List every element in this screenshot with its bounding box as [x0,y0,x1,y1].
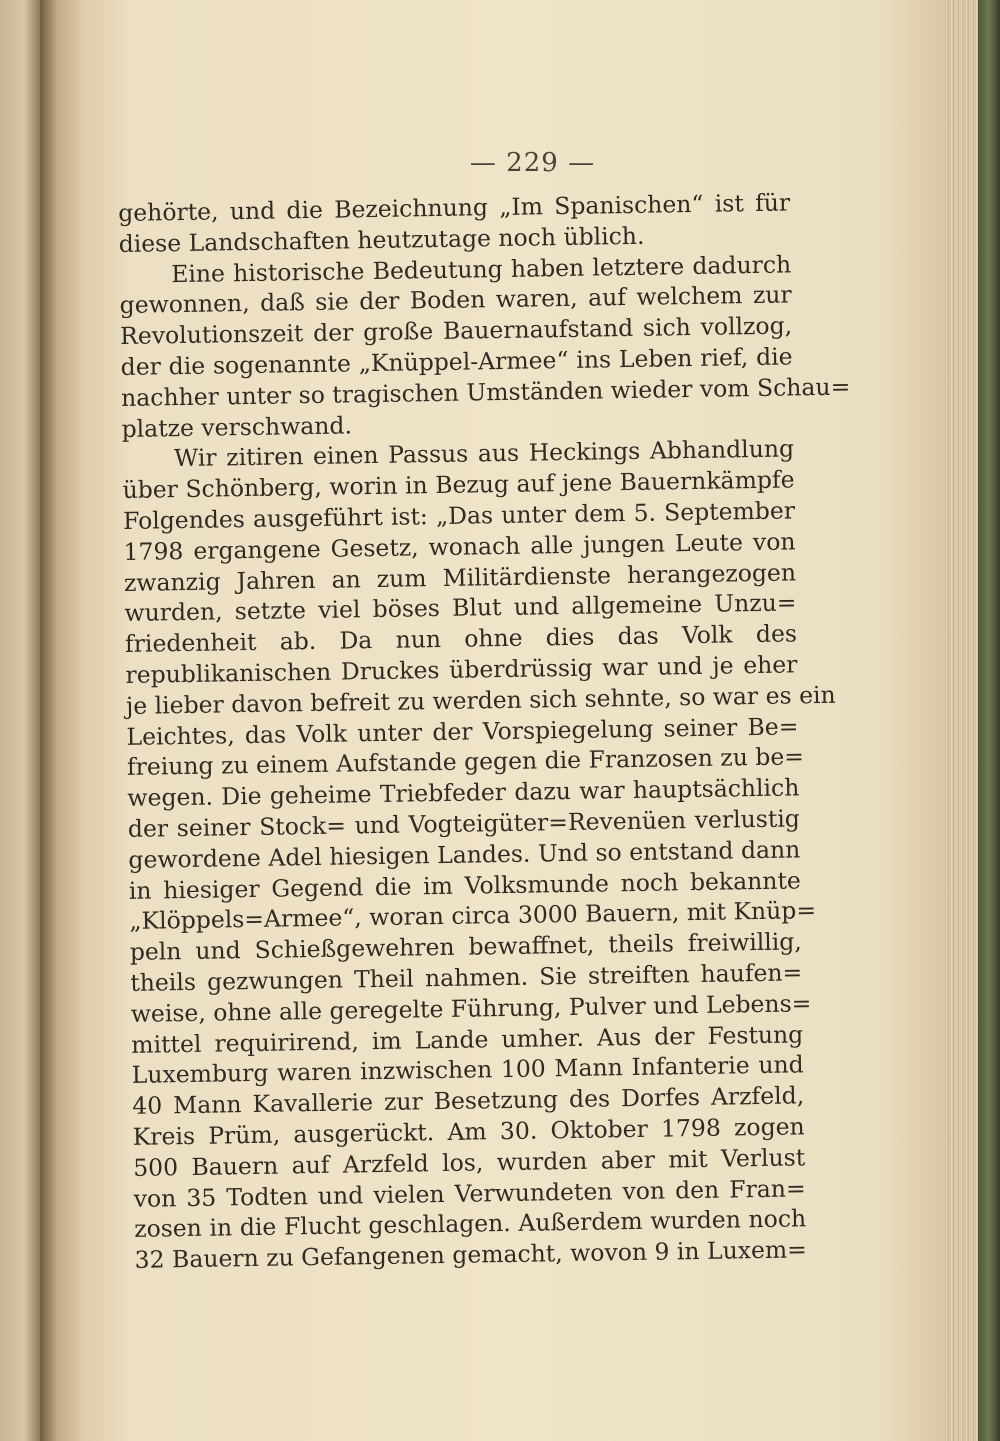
text-line: 40 Mann Kavallerie zur Besetzung des Dorfes Arzfeld, [132,1081,805,1120]
text-line: freiung zu einem Aufstande gegen die Franzosen zu be= [126,742,805,782]
text-line: Folgendes ausgeführt ist: „Das unter dem 5. September [122,496,796,535]
text-line: theils gezwungen Theil nahmen. Sie streiften haufen= [130,958,803,997]
text-line: zwanzig Jahren an zum Militärdienste herangezogen [123,557,797,597]
text-line: Revolutionszeit der große Bauernaufstand sich vollzog, [119,311,793,351]
page-edges-stack [940,0,980,1441]
text-line: über Schönberg, worin in Bezug auf jene Bauernkämpfe [122,465,795,505]
text-line: gehörte, und die Bezeichnung „Im Spanischen“ ist für [118,188,791,227]
text-line: weise, ohne alle geregelte Führung, Pulver und Lebens= [130,988,812,1028]
text-line: republikanischen Druckes überdrüssig war und je eher [125,650,798,689]
text-line: nachher unter so tragischen Umständen wieder vom Schau= [120,372,851,412]
text-line: gewordene Adel hiesigen Landes. Und so entstand dann [128,835,801,874]
text-line: platze verschwand. [121,410,353,443]
text-line: wegen. Die geheime Triebfeder dazu war hauptsächlich [127,773,800,813]
book-cover-edge [978,0,1000,1441]
page-number: — 229 — [469,148,596,178]
text-line: der die sogenannte „Knüppel-Armee“ ins Leben rief, die [120,342,793,381]
text-line: 32 Bauern zu Gefangenen gemacht, wovon 9 in Luxem= [134,1235,808,1274]
text-line: „Klöppels=Armee“, woran circa 3000 Bauern, mit Knüp= [129,896,817,936]
text-line: Eine historische Bedeutung haben letztere dadurch [170,250,792,288]
text-line: der seiner Stock= und Vogteigüter=Revenüen verlustig [127,804,801,843]
text-line: peln und Schießgewehren bewaffnet, theils freiwillig, [129,927,802,967]
text-line: 500 Bauern auf Arzfeld los, wurden aber mit Verlust [133,1143,806,1182]
text-line: 1798 ergangene Gesetz, wonach alle jungen Leute von [123,527,796,566]
text-line: Kreis Prüm, ausgerückt. Am 30. Oktober 1798 zogen [132,1112,805,1151]
left-page-edge [0,0,40,1441]
book-page [80,0,945,1441]
text-line: in hiesiger Gegend die im Volksmunde noch bekannte [128,865,802,905]
text-line: Wir zitiren einen Passus aus Heckings Abhandlung [173,434,795,473]
text-line: je lieber davon befreit zu werden sich sehnte, so war es ein [125,680,836,720]
text-line: zosen in die Flucht geschlagen. Außerdem wurden noch [133,1204,807,1244]
text-line: Leichtes, das Volk unter der Vorspiegelung seiner Be= [126,711,799,751]
text-line: diese Landschaften heutzutage noch üblich. [118,221,645,258]
text-line: mittel requirirend, im Lande umher. Aus der Festung [131,1019,804,1059]
text-line: gewonnen, daß sie der Boden waren, auf welchem zur [119,280,792,320]
text-line: Luxemburg waren inzwischen 100 Mann Infanterie und [131,1050,804,1090]
body-text [118,187,851,1275]
text-line: friedenheit ab. Da nun ohne dies das Volk des [124,619,798,659]
text-line: von 35 Todten und vielen Verwundeten von den Fran= [133,1173,806,1213]
text-line: wurden, setzte viel böses Blut und allgemeine Unzu= [124,588,797,628]
